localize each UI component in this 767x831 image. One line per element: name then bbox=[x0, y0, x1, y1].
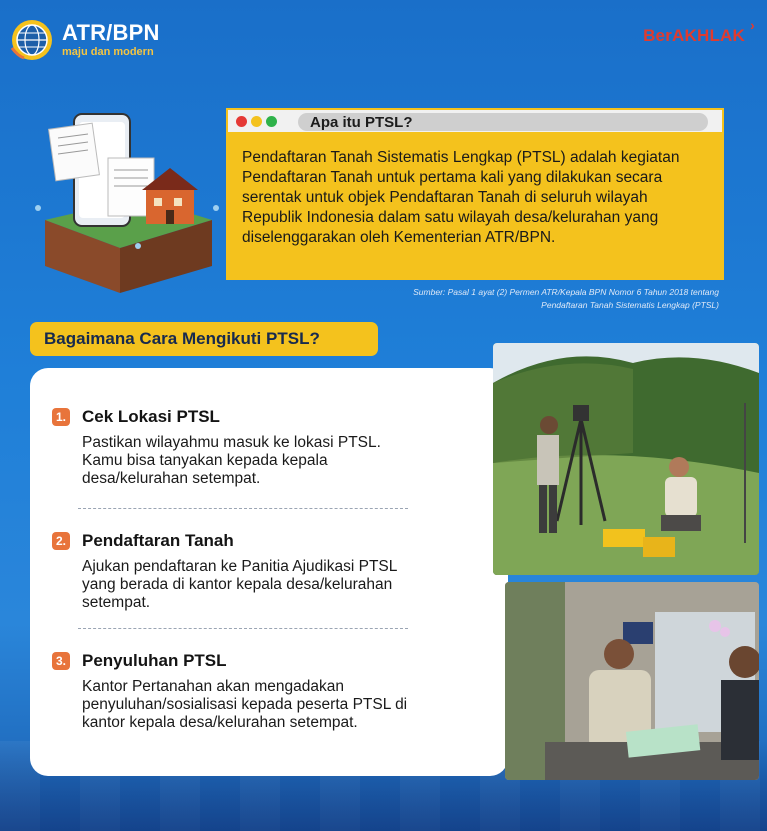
window-title-bar bbox=[226, 108, 724, 134]
step-description: Kantor Pertanahan akan mengadakan penyuluhan/sosialisasi kepada peserta PTSL di kantor kepala desa/kelurahan setempat. bbox=[82, 678, 408, 731]
step-title: Penyuluhan PTSL bbox=[82, 651, 227, 670]
steps-card bbox=[30, 368, 508, 776]
yellow-dot-icon bbox=[251, 116, 262, 127]
howto-heading bbox=[30, 322, 378, 356]
step-number-badge: 1. bbox=[52, 408, 70, 426]
source-line-2: Pendaftaran Tanah Sistematis Lengkap (PTSL) bbox=[541, 300, 719, 310]
step-description: Pastikan wilayahmu masuk ke lokasi PTSL. Kamu bisa tanyakan kepada kepala desa/kelurahan setempat. bbox=[82, 434, 381, 487]
globe-emblem-icon bbox=[10, 18, 54, 62]
what-is-body: Pendaftaran Tanah Sistematis Lengkap (PTSL) adalah kegiatan Pendaftaran Tanah untuk pertama kali yang dilakukan secara serentak untuk objek Pendaftaran Tanah di seluruh wilayah Republik Indonesia dalam satu wilayah desa/kelurahan yang diselenggarakan oleh Kementerian ATR/BPN. bbox=[242, 149, 680, 246]
green-dot-icon bbox=[266, 116, 277, 127]
what-is-title: Apa itu PTSL? bbox=[310, 114, 413, 131]
office-service-photo bbox=[505, 582, 759, 780]
what-is-ptsl-card bbox=[226, 108, 724, 280]
red-dot-icon bbox=[236, 116, 247, 127]
step-title: Cek Lokasi PTSL bbox=[82, 407, 220, 426]
source-line-1: Sumber: Pasal 1 ayat (2) Permen ATR/Kepala BPN Nomor 6 Tahun 2018 tentang bbox=[413, 287, 719, 297]
chevron-right-icon: › bbox=[750, 17, 755, 33]
step-title: Pendaftaran Tanah bbox=[82, 531, 234, 550]
step-number-badge: 3. bbox=[52, 652, 70, 670]
atr-bpn-logo bbox=[10, 18, 160, 62]
step-divider bbox=[78, 628, 408, 629]
source-citation bbox=[299, 286, 719, 312]
step-number-badge: 2. bbox=[52, 532, 70, 550]
step-description: Ajukan pendaftaran ke Panitia Ajudikasi PTSL yang berada di kantor kepala desa/kelurahan setempat. bbox=[82, 558, 397, 611]
brand-tagline: maju dan modern bbox=[62, 46, 154, 58]
office-scene-image bbox=[505, 582, 759, 780]
survey-photo bbox=[493, 343, 759, 575]
survey-scene-image bbox=[493, 343, 759, 575]
howto-title: Bagaimana Cara Mengikuti PTSL? bbox=[44, 329, 320, 348]
berakhlak-badge bbox=[643, 17, 755, 46]
land-certificate-illustration bbox=[30, 108, 220, 303]
berakhlak-text: BerAKHLAK bbox=[643, 26, 745, 45]
brand-name: ATR/BPN bbox=[62, 20, 160, 45]
window-dots bbox=[236, 116, 277, 127]
step-divider bbox=[78, 508, 408, 509]
